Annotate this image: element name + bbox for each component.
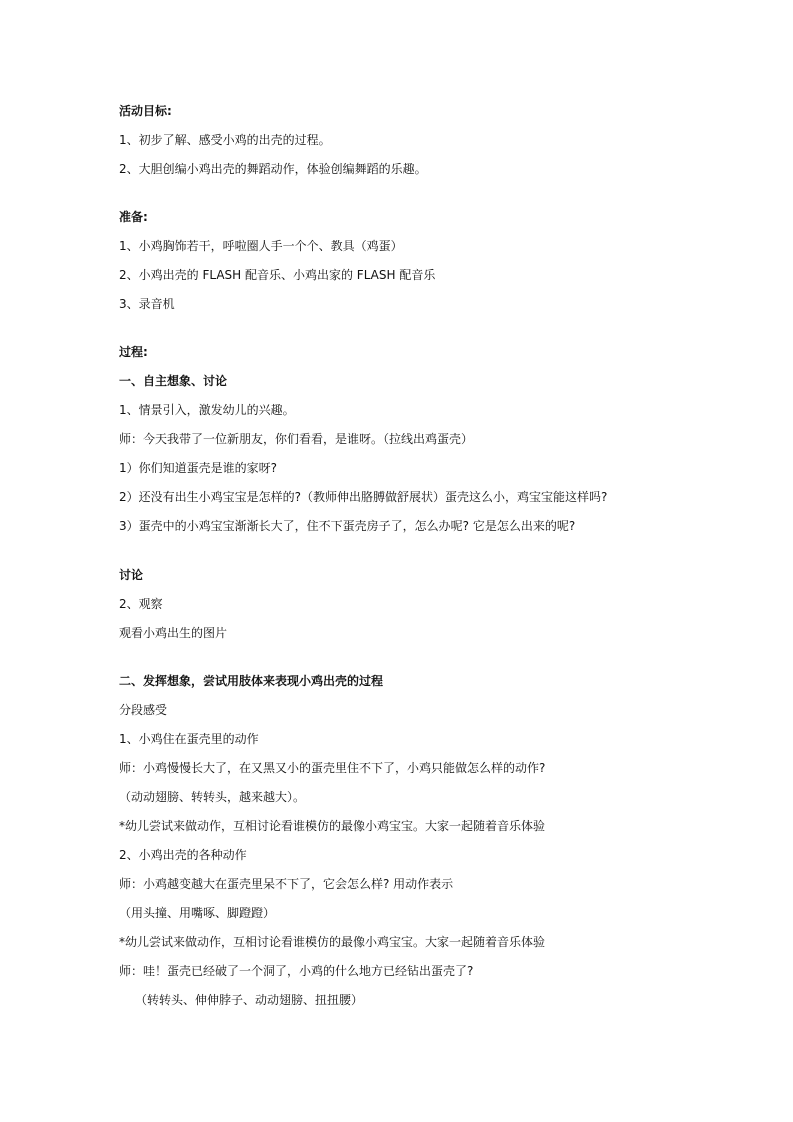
- discuss-label: 讨论: [119, 568, 144, 582]
- note-line: *幼儿尝试来做动作，互相讨论看谁模仿的最像小鸡宝宝。大家一起随着音乐体验: [119, 819, 546, 833]
- step-item: 1、小鸡住在蛋壳里的动作: [119, 732, 259, 746]
- question-item: 2）还没有出生小鸡宝宝是怎样的?（教师伸出胳膊做舒展状）蛋壳这么小，鸡宝宝能这样吗?: [119, 490, 608, 504]
- goals-heading: 活动目标:: [119, 104, 172, 118]
- prep-heading: 准备:: [119, 210, 148, 224]
- section-heading: 一、自主想象、讨论: [119, 374, 228, 388]
- process-heading: 过程:: [119, 345, 148, 359]
- teacher-line: 师：哇！蛋壳已经破了一个洞了，小鸡的什么地方已经钻出蛋壳了?: [119, 964, 474, 978]
- observe-text: 观看小鸡出生的图片: [119, 626, 228, 640]
- prep-item: 1、小鸡胸饰若干，呼啦圈人手一个个、教具（鸡蛋）: [119, 239, 403, 253]
- teacher-line: 师：小鸡越变越大在蛋壳里呆不下了，它会怎么样? 用动作表示: [119, 877, 454, 891]
- goal-item: 1、初步了解、感受小鸡的出壳的过程。: [119, 133, 331, 147]
- prep-item: 2、小鸡出壳的 FLASH 配音乐、小鸡出家的 FLASH 配音乐: [119, 268, 436, 282]
- answer-line: （动动翅膀、转转头，越来越大）。: [119, 790, 306, 804]
- section-heading: 二、发挥想象，尝试用肢体来表现小鸡出壳的过程: [119, 674, 384, 688]
- step-item: 2、小鸡出壳的各种动作: [119, 848, 247, 862]
- question-item: 3）蛋壳中的小鸡宝宝渐渐长大了，住不下蛋壳房子了，怎么办呢? 它是怎么出来的呢?: [119, 519, 576, 533]
- step-item: 1、情景引入，激发幼儿的兴趣。: [119, 403, 295, 417]
- goal-item: 2、大胆创编小鸡出壳的舞蹈动作，体验创编舞蹈的乐趣。: [119, 162, 427, 176]
- subsection-label: 分段感受: [119, 703, 168, 717]
- teacher-line: 师：今天我带了一位新朋友，你们看看，是谁呀。（拉线出鸡蛋壳）: [119, 432, 474, 446]
- prep-item: 3、录音机: [119, 297, 175, 311]
- answer-line: （转转头、伸伸脖子、动动翅膀、扭扭腰）: [135, 993, 364, 1007]
- step-item: 2、观察: [119, 597, 163, 611]
- question-item: 1）你们知道蛋壳是谁的家呀?: [119, 461, 278, 475]
- note-line: *幼儿尝试来做动作，互相讨论看谁模仿的最像小鸡宝宝。大家一起随着音乐体验: [119, 935, 546, 949]
- teacher-line: 师：小鸡慢慢长大了，在又黑又小的蛋壳里住不下了，小鸡只能做怎么样的动作?: [119, 761, 546, 775]
- answer-line: （用头撞、用嘴啄、脚蹬蹬）: [119, 906, 276, 920]
